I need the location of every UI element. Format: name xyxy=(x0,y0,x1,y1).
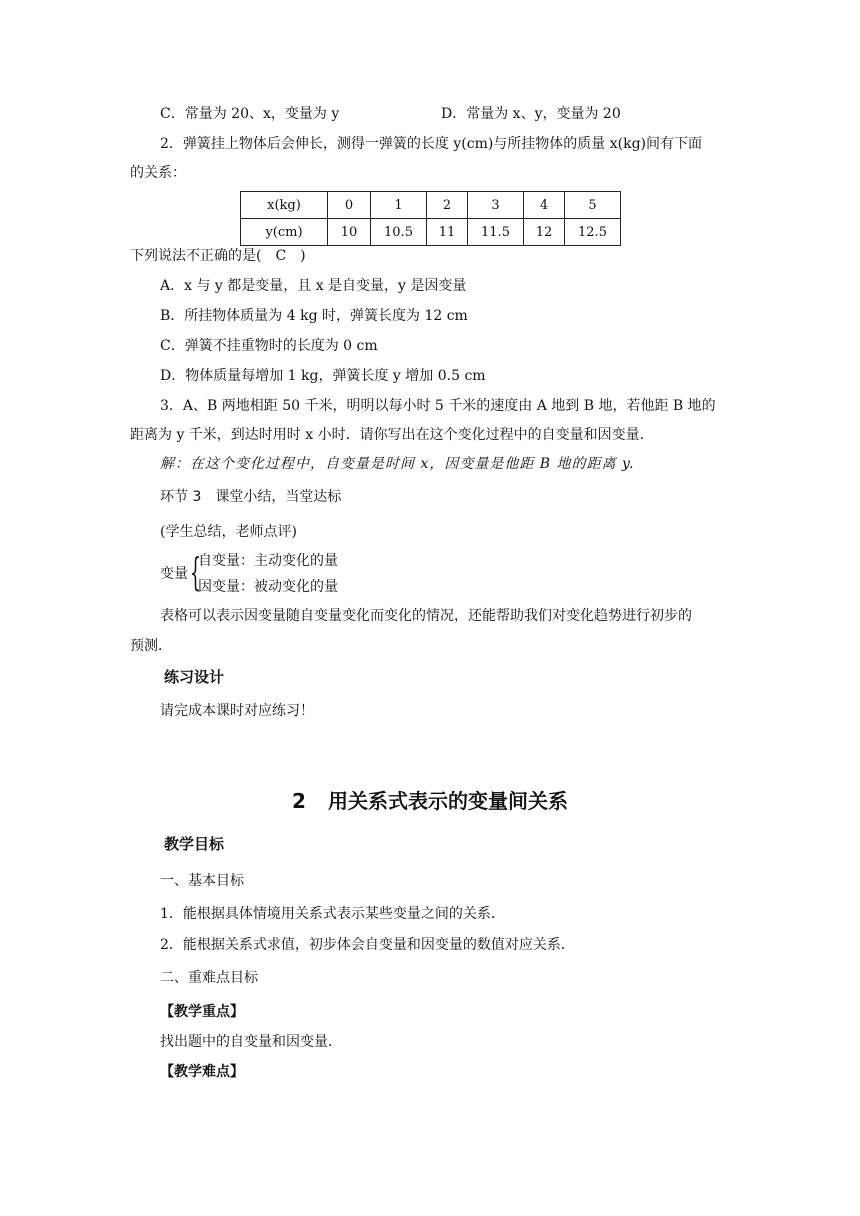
summary-text-continued: 预测． xyxy=(130,638,172,654)
table-cell: 1 xyxy=(371,192,427,219)
table-row xyxy=(241,192,621,219)
question-3-answer: 解：在这个变化过程中，自变量是时间 x，因变量是他距 B 地的距离 y. xyxy=(160,456,635,472)
question-3-stem-continued: 距离为 y 千米，到达时用时 x 小时．请你写出在这个变化过程中的自变量和因变量． xyxy=(130,427,654,443)
teaching-focus-text: 找出题中的自变量和因变量． xyxy=(160,1034,342,1050)
goal-item: 1．能根据具体情境用关系式表示某些变量之间的关系． xyxy=(160,906,505,922)
basic-goals-heading: 一、基本目标 xyxy=(160,873,244,889)
table-cell: 3 xyxy=(468,192,524,219)
table-cell: 12 xyxy=(524,219,565,246)
step-3-heading: 环节 3 课堂小结，当堂达标 xyxy=(160,489,342,505)
table-cell: 12.5 xyxy=(565,219,621,246)
section-title xyxy=(0,785,860,814)
spring-data-table xyxy=(240,191,621,246)
question-2-stem: 2．弹簧挂上物体后会伸长，测得一弹簧的长度 y(cm)与所挂物体的质量 x(kg)间有下面 xyxy=(160,136,703,152)
section-number: 2 xyxy=(292,789,306,813)
practice-text: 请完成本课时对应练习！ xyxy=(160,703,314,719)
table-cell: 11 xyxy=(427,219,468,246)
table-header-cell: y(cm) xyxy=(241,219,328,246)
table-header-cell: x(kg) xyxy=(241,192,328,219)
option-d: D．物体质量每增加 1 kg，弹簧长度 y 增加 0.5 cm xyxy=(160,368,486,384)
goals-heading: 教学目标 xyxy=(164,835,225,853)
key-goals-heading: 二、重难点目标 xyxy=(160,970,258,986)
table-cell: 2 xyxy=(427,192,468,219)
option-a: A．x 与 y 都是变量，且 x 是自变量，y 是因变量 xyxy=(160,278,467,294)
table-cell: 5 xyxy=(565,192,621,219)
dependent-variable-definition: 因变量：被动变化的量 xyxy=(198,579,338,595)
option-b: B．所挂物体质量为 4 kg 时，弹簧长度为 12 cm xyxy=(160,308,468,324)
question-3-stem: 3．A、B 两地相距 50 千米，明明以每小时 5 千米的速度由 A 地到 B 地，若他距 B 地的 xyxy=(160,398,716,414)
goal-item: 2．能根据关系式求值，初步体会自变量和因变量的数值对应关系． xyxy=(160,937,575,953)
independent-variable-definition: 自变量：主动变化的量 xyxy=(198,553,338,569)
table-cell: 10.5 xyxy=(371,219,427,246)
teaching-difficulty-label: 【教学难点】 xyxy=(160,1064,244,1080)
table-cell: 4 xyxy=(524,192,565,219)
question-2-prompt: 下列说法不正确的是( C ) xyxy=(130,248,306,264)
teaching-focus-label: 【教学重点】 xyxy=(160,1004,244,1020)
practice-heading: 练习设计 xyxy=(164,668,225,686)
option-c: C．弹簧不挂重物时的长度为 0 cm xyxy=(160,338,378,354)
table-row xyxy=(241,219,621,246)
variable-label: 变量 xyxy=(160,566,188,582)
option-c: C．常量为 20、x，变量为 y xyxy=(160,106,340,122)
table-cell: 11.5 xyxy=(468,219,524,246)
summary-text: 表格可以表示因变量随自变量变化而变化的情况，还能帮助我们对变化趋势进行初步的 xyxy=(160,608,692,624)
table-cell: 0 xyxy=(328,192,371,219)
option-d: D．常量为 x、y，变量为 20 xyxy=(441,106,621,122)
table-cell: 10 xyxy=(328,219,371,246)
question-2-stem-continued: 的关系： xyxy=(130,165,186,181)
section-title-text: 用关系式表示的变量间关系 xyxy=(327,789,568,813)
brace-icon: { xyxy=(190,550,201,594)
step-3-note: (学生总结，老师点评) xyxy=(160,524,297,540)
